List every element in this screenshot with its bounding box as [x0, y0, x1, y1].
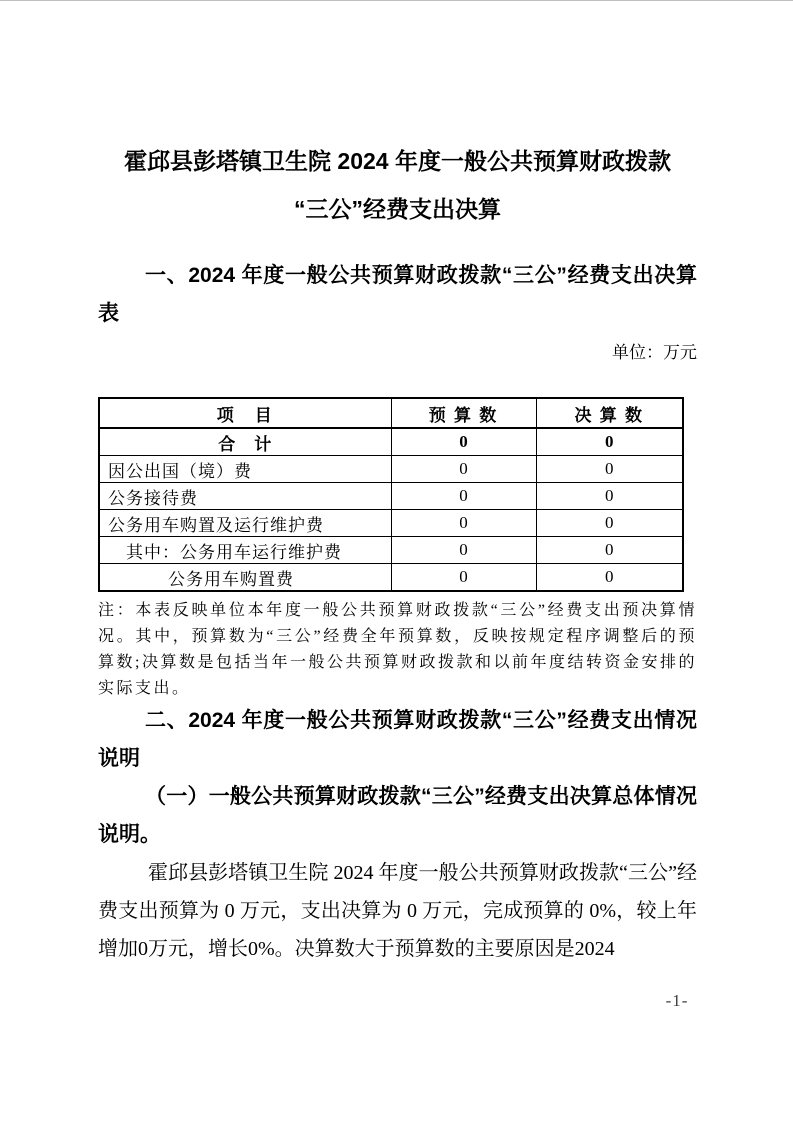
- section2-subheading: （一）一般公共预算财政拨款“三公”经费支出决算总体情况说明。: [98, 785, 697, 846]
- row-item-label: 合 计: [99, 428, 391, 456]
- row-final-value: 0: [536, 428, 683, 456]
- table-row: [99, 428, 683, 456]
- row-budget-value: 0: [391, 483, 536, 510]
- column-header-final: 决 算 数: [536, 398, 683, 428]
- table-row: [99, 564, 683, 592]
- row-final-value: 0: [536, 510, 683, 537]
- table-row: [99, 537, 683, 564]
- row-budget-value: 0: [391, 510, 536, 537]
- row-final-value: 0: [536, 564, 683, 592]
- table-note: 注：本表反映单位本年度一般公共预算财政拨款“三公”经费支出预决算情况。其中，预算数为“三公”经费全年预算数，反映按规定程序调整后的预算数;决算数是包括当年一般公共预算财政拨款和以前年度结转资金安排的实际支出。: [98, 602, 697, 697]
- table-row: [99, 456, 683, 483]
- title-line-1: 霍邱县彭塔镇卫生院 2024 年度一般公共预算财政拨款: [124, 148, 671, 174]
- section1-heading: 一、2024 年度一般公共预算财政拨款“三公”经费支出决算表: [98, 264, 697, 325]
- table-header-row: [99, 398, 683, 428]
- row-budget-value: 0: [391, 428, 536, 456]
- three-public-expenditure-table: [98, 397, 684, 592]
- column-header-budget: 预 算 数: [391, 398, 536, 428]
- column-header-item: 项 目: [99, 398, 391, 428]
- row-budget-value: 0: [391, 564, 536, 592]
- row-item-label: 因公出国（境）费: [99, 456, 391, 483]
- row-final-value: 0: [536, 483, 683, 510]
- section2-paragraph: 霍邱县彭塔镇卫生院 2024 年度一般公共预算财政拨款“三公”经费支出预算为 0 万元，支出决算为 0 万元，完成预算的 0%，较上年增加0万元，增长0%。决算数大于预算数的主要原因是2024: [98, 862, 697, 960]
- row-item-label: 其中：公务用车运行维护费: [99, 537, 391, 564]
- document-title: [98, 137, 697, 233]
- table-row: [99, 510, 683, 537]
- row-item-label: 公务用车购置费: [99, 564, 391, 592]
- row-final-value: 0: [536, 537, 683, 564]
- row-budget-value: 0: [391, 537, 536, 564]
- title-line-2: “三公”经费支出决算: [294, 196, 501, 222]
- row-budget-value: 0: [391, 456, 536, 483]
- unit-label: 单位：万元: [612, 343, 697, 362]
- row-item-label: 公务用车购置及运行维护费: [99, 510, 391, 537]
- page-number: -1-: [665, 991, 689, 1010]
- table-row: [99, 483, 683, 510]
- row-final-value: 0: [536, 456, 683, 483]
- section2-heading: 二、2024 年度一般公共预算财政拨款“三公”经费支出情况说明: [98, 709, 697, 770]
- document-content: [0, 1, 793, 968]
- row-item-label: 公务接待费: [99, 483, 391, 510]
